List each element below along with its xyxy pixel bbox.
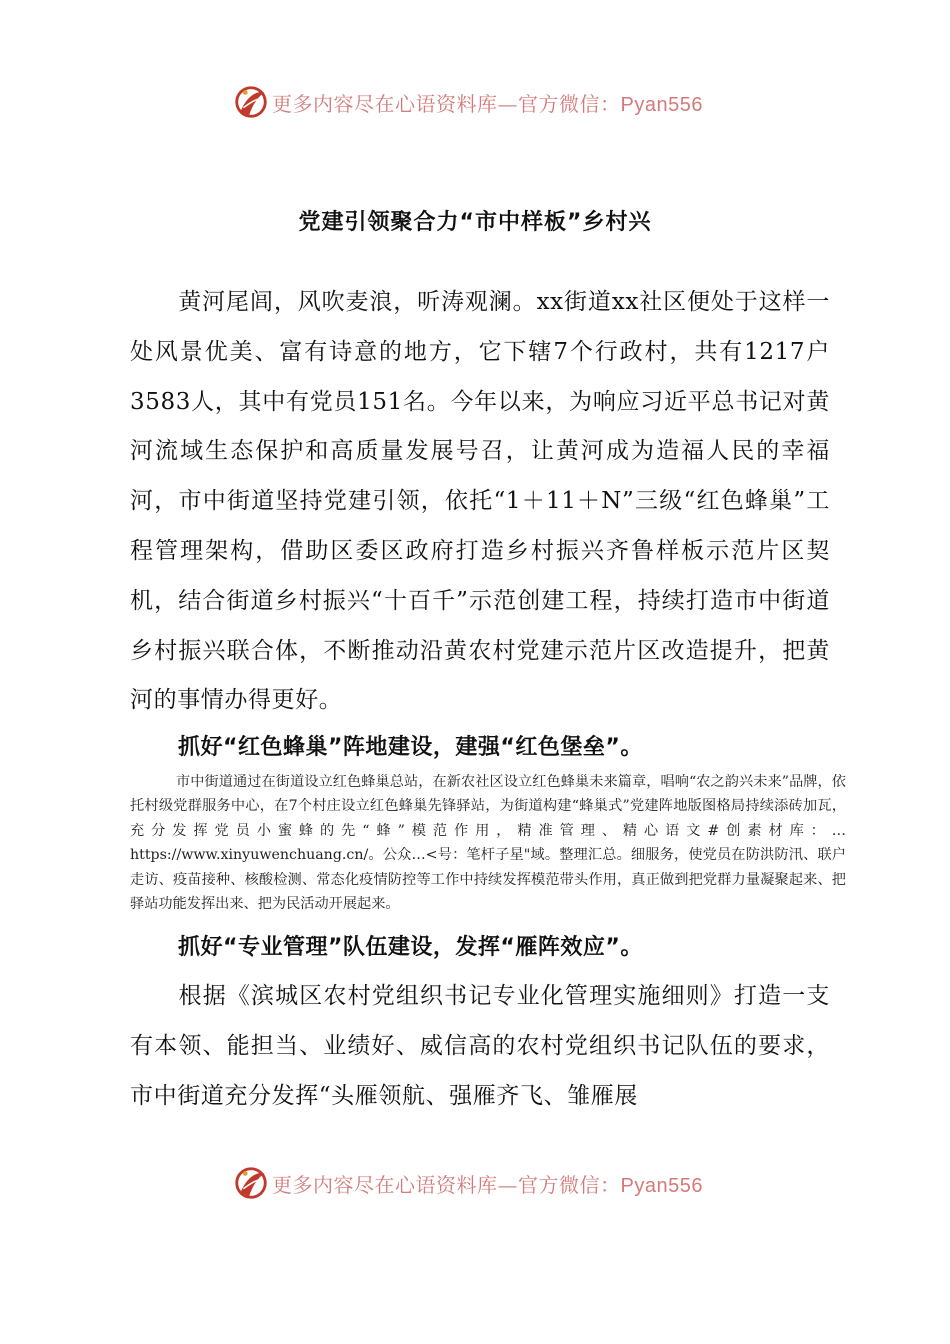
leaf-swirl-logo-icon — [232, 1164, 270, 1202]
section-2-paragraph-text: 根据《滨城区农村党组织书记专业化管理实施细则》打造一支有本领、能担当、业绩好、威信高的农村党组织书记队伍的要求，市中街道充分发挥“头雁领航、强雁齐飞、雏雁展 — [130, 983, 830, 1109]
watermark-suffix: 官方微信： — [518, 1172, 621, 1197]
section-1-paragraph — [130, 770, 846, 916]
leaf-swirl-logo-icon — [232, 83, 270, 121]
intro-paragraph — [130, 278, 830, 726]
watermark-text: 更多内容尽在心语资料库 — [272, 91, 498, 116]
watermark-separator: — — [497, 1172, 518, 1197]
watermark-wechat-id: Pyan556 — [620, 93, 703, 116]
article-title: 党建引领聚合力“市中样板”乡村兴 — [298, 210, 652, 235]
section-1-paragraph-text: 市中街道通过在街道设立红色蜂巢总站，在新农社区设立红色蜂巢未来篇章，唱响“农之韵兴未来”品牌，依托村级党群服务中心，在7个村庄设立红色蜂巢先锋驿站，为街道构建“蜂巢式”党建阵地版图格局持续添砖加瓦，充分发挥党员小蜜蜂的先“蜂”模范作用，精准管理、精心语文#创素材库：…https://www.xinyuwenchuang.cn/。公众…<号：笔杆子星"域。整理汇总。细服务，使党员在防洪防汛、联户走访、疫苗接种、核酸检测、常态化疫情防控等工作中持续发挥模范带头作用，真正做到把党群力量凝聚起来、把驿站功能发挥出来、把为民活动开展起来。 — [130, 774, 846, 913]
header-watermark-banner — [232, 82, 703, 122]
intro-paragraph-text: 黄河尾闾，风吹麦浪，听涛观澜。xx街道xx社区便处于这样一处风景优美、富有诗意的地方，它下辖7个行政村，共有1217户3583人，其中有党员151名。今年以来，为响应习近平总书记对黄河流域生态保护和高质量发展号召，让黄河成为造福人民的幸福河，市中街道坚持党建引领，依托“1＋11＋N”三级“红色蜂巢”工程管理架构，借助区委区政府打造乡村振兴齐鲁样板示范片区契机，结合街道乡村振兴“十百千”示范创建工程，持续打造市中街道乡村振兴联合体，不断推动沿黄农村党建示范片区改造提升，把黄河的事情办得更好。 — [130, 289, 830, 714]
watermark-suffix: 官方微信： — [518, 91, 621, 116]
section-heading-1: 抓好“红色蜂巢”阵地建设，建强“红色堡垒”。 — [178, 735, 643, 760]
watermark-wechat-id: Pyan556 — [620, 1174, 703, 1197]
watermark-separator: — — [497, 91, 518, 116]
section-heading-2: 抓好“专业管理”队伍建设，发挥“雁阵效应”。 — [178, 935, 643, 960]
footer-watermark-banner — [232, 1163, 703, 1203]
watermark-text: 更多内容尽在心语资料库 — [272, 1172, 498, 1197]
section-2-paragraph — [130, 972, 830, 1121]
